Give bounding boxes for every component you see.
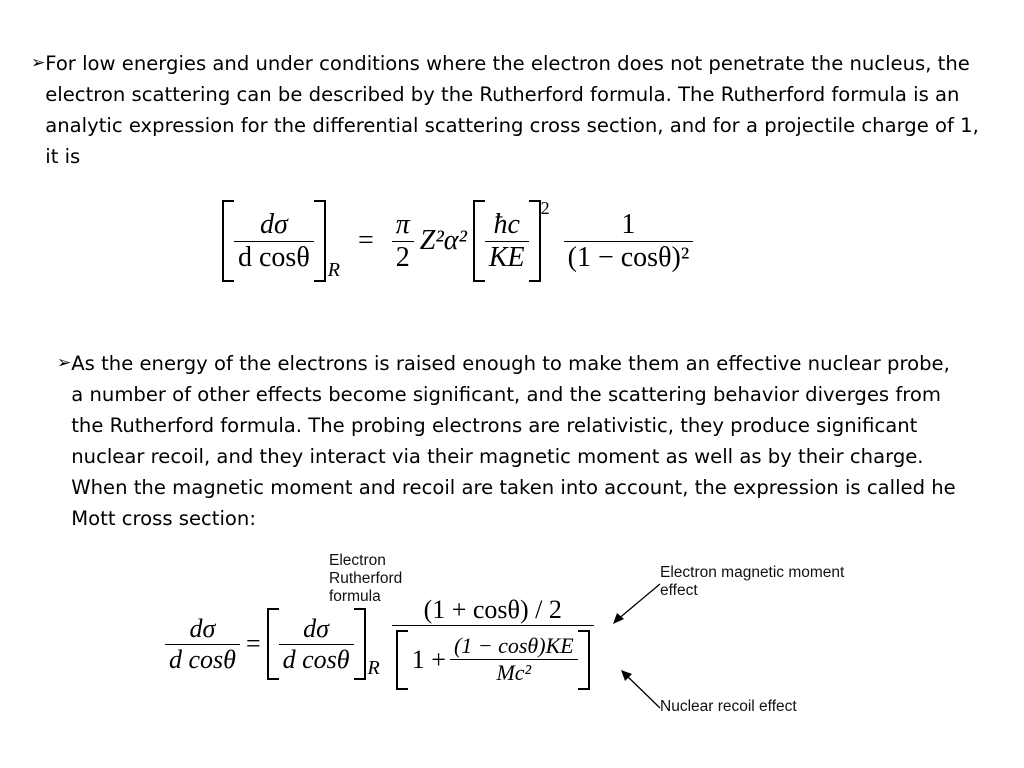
right-bracket [529,200,541,282]
left-bracket [396,630,408,690]
magnetic-numerator: (1 + cosθ) / 2 [423,594,562,624]
bullet-mott-intro [57,348,957,534]
subscript-r: R [367,657,380,679]
right-bracket [578,630,590,690]
bullet-arrow-icon: ➢ [31,53,46,73]
two: 2 [395,241,410,273]
recoil-numerator: (1 − cosθ)KE [453,633,574,658]
lhs-fraction [234,209,314,274]
magnetic-arrow-icon [605,580,665,630]
pi-over-two [392,209,414,274]
recoil-fraction [450,633,578,686]
annotation-magnetic: Electron magnetic moment effect [660,564,845,599]
mott-lhs-numerator: dσ [189,613,216,643]
right-bracket [354,608,366,680]
annotation-recoil: Nuclear recoil effect [660,698,797,715]
mott-lhs-fraction [165,614,240,675]
recoil-denominator [392,626,594,694]
rutherford-term [279,614,354,675]
annotation-rutherford: Electron Rutherford formula [329,552,403,605]
equals-sign: = [245,629,261,658]
bullet-text: For low energies and under conditions where the electron does not penetrate the nucleus, the electron scattering can be described by the Rutherford formula. The Rutherford formula is an analytic expression for the differential scattering cross section, and for a projectile charge of 1, it is [45,52,979,168]
bullet-rutherford-intro [31,48,981,172]
lhs-numerator: dσ [259,208,288,240]
bullet-arrow-icon: ➢ [57,353,72,373]
hc-over-ke [485,209,529,274]
hc: ħc [493,208,520,240]
power-two: 2 [540,198,550,218]
lhs-denominator: d cosθ [238,241,310,273]
rutherford-denominator: d cosθ [282,644,350,674]
correction-fraction [392,595,594,694]
right-bracket [314,200,326,282]
subscript-r: R [327,259,340,281]
recoil-arrow-icon [615,666,665,716]
recoil-denominator-mc2: Mc² [496,660,532,685]
pi: π [395,208,410,240]
mott-equation [165,548,865,738]
one: 1 [621,208,636,240]
mott-lhs-denominator: d cosθ [169,644,236,674]
left-bracket [267,608,279,680]
z-alpha-term: Z²α² [419,225,467,256]
bullet-text: As the energy of the electrons is raised enough to make them an effective nuclear probe, a number of other effects become significant, and the scattering behavior diverges from the Rutherford formula. The probing electrons are relativistic, they produce significant nuclear recoil, and they interact via their magnetic moment as well as by their charge. When the magnetic moment and recoil are taken into account, the expression is called he Mott cross section: [71,352,956,530]
angle-fraction [564,209,694,274]
one-plus: 1 + [411,644,446,674]
left-bracket [222,200,234,282]
equals-sign: = [357,225,374,256]
left-bracket [473,200,485,282]
rutherford-equation [222,196,693,286]
ke: KE [488,241,525,273]
one-minus-cos-squared: (1 − cosθ)² [567,241,690,273]
rutherford-numerator: dσ [303,613,329,643]
